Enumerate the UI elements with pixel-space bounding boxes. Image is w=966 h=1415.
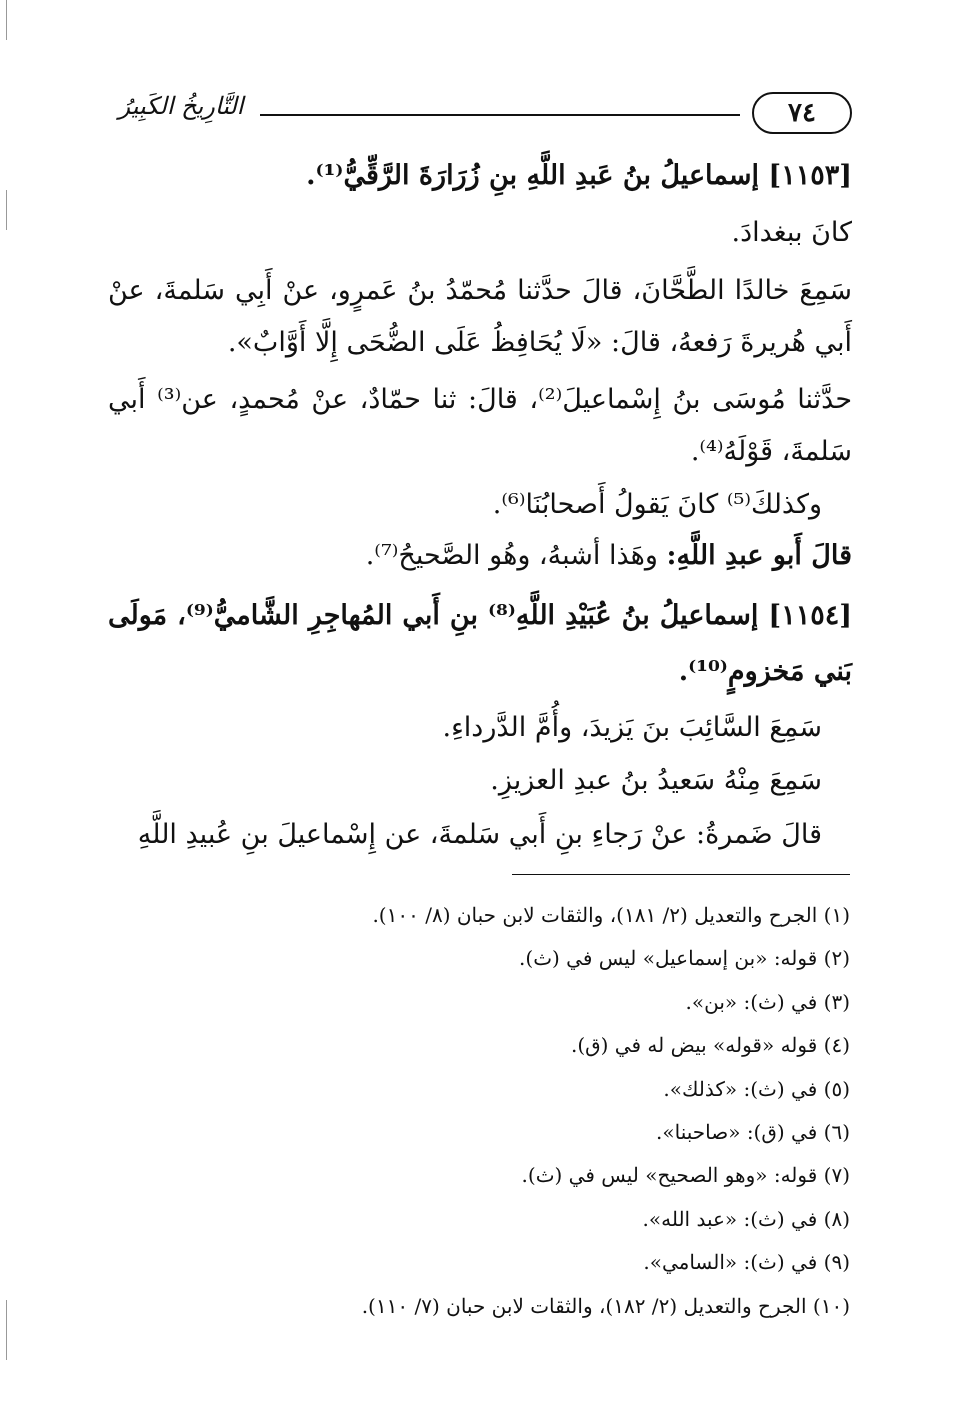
- entry-1154-heading: [١١٥٤] إسماعيلُ بنُ عُبَيْدِ اللَّهِ⁽⁸⁾ بنِ أَبي المُهاجِرِ الشَّاميُّ⁽⁹⁾، مَولَى بَني مَخزومٍ⁽¹⁰⁾.: [108, 600, 852, 687]
- paragraph: قالَ ضَمرةُ: عنْ رَجاءِ بنِ أَبي سَلمةَ، عن إِسْماعيلَ بنِ عُبيدِ اللَّهِ: [137, 819, 822, 850]
- author-label: قالَ أَبو عبدِ اللَّهِ:: [666, 540, 852, 571]
- footnote: (٥) في (ث): «كذلك».: [663, 1076, 850, 1101]
- page-header: [110, 92, 852, 146]
- paragraph: وكذلكَ⁽⁵⁾ كانَ يَقولُ أَصحابُنَا⁽⁶⁾.: [492, 489, 822, 520]
- entry-1153-heading: [١١٥٣] إسماعيلُ بنُ عَبدِ اللَّهِ بنِ زُرَارَةَ الرَّقِّيُّ⁽¹⁾.: [306, 160, 852, 191]
- scan-edge-mark: [6, 1300, 7, 1360]
- footnote: (٦) في (ق): «صاحبنا».: [656, 1119, 850, 1144]
- paragraph: [108, 533, 852, 579]
- footnote: (١٠) الجرح والتعديل (٢/ ١٨٢)، والثقات لابن حبان (٧/ ١١٠).: [361, 1293, 850, 1318]
- header-rule: [260, 114, 740, 116]
- footnote: (٤) قوله «قوله» بيض له في (ق).: [570, 1033, 850, 1058]
- scan-edge-mark: [6, 190, 7, 230]
- footnote: (١) الجرح والتعديل (٢/ ١٨١)، والثقات لابن حبان (٨/ ١٠٠).: [372, 903, 850, 927]
- paragraph: حدَّثنا مُوسَى بنُ إِسْماعيلَ⁽²⁾، قالَ: ثنا حمّادٌ، عنْ مُحمدٍ، عن⁽³⁾ أَبي سَلمةَ، قَوْلَهُ⁽⁴⁾.: [108, 384, 853, 467]
- author-comment: وهَذا أشبهُ، وهُو الصَّحيحُ⁽⁷⁾.: [365, 540, 658, 571]
- footnote: (٨) في (ث): «عبد الله».: [642, 1206, 850, 1231]
- footnote: (٣) في (ث): «بن».: [685, 989, 850, 1014]
- book-title: التَّارِيخُ الكَبِيرُ: [118, 92, 244, 120]
- footnote: (٩) في (ث): «السامي».: [643, 1250, 850, 1275]
- scan-edge-mark: [6, 0, 7, 40]
- footnote: (٢) قوله: «بن إسماعيل» ليس في (ث).: [519, 946, 850, 971]
- page-number: ٧٤: [752, 92, 852, 134]
- footnotes-list: [150, 895, 850, 1329]
- footnote-separator: [512, 874, 850, 875]
- paragraph: سَمِعَ السَّائِبَ بنَ يَزيدَ، وأُمَّ الدَّرداءِ.: [442, 712, 822, 743]
- paragraph: سَمِعَ مِنْهُ سَعيدُ بنُ عبدِ العزيزِ.: [490, 765, 822, 796]
- paragraph: سَمِعَ خالدًا الطَّحَّانَ، قالَ حدَّثنا مُحمّدُ بنُ عَمرٍو، عنْ أَبِي سَلمةَ، عنْ أَبي هُريرةَ رَفعهُ، قالَ: «لَا يُحَافِظُ عَلَى الضُّحَى إِلَّا أَوَّابٌ».: [108, 275, 852, 358]
- footnote: (٧) قوله: «وهو الصحيح» ليس في (ث).: [521, 1163, 850, 1188]
- paragraph: كانَ ببغدادَ.: [731, 217, 852, 248]
